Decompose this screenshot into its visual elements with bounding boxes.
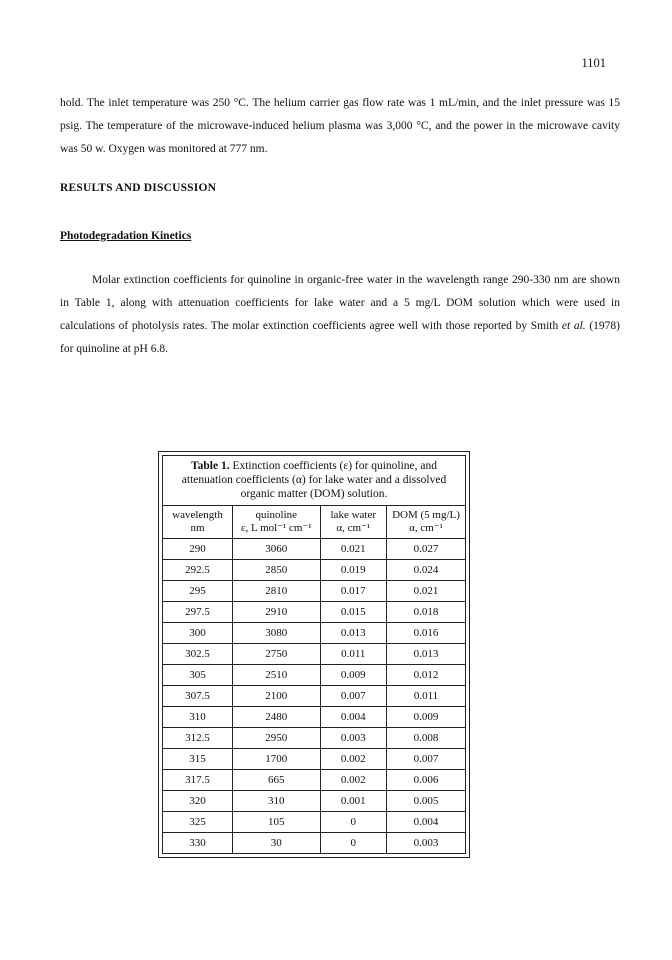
section-heading: RESULTS AND DISCUSSION <box>60 182 217 194</box>
table-row <box>163 581 465 602</box>
table-row <box>163 602 465 623</box>
table-cell: 0.021 <box>320 539 386 560</box>
table-cell: 325 <box>163 812 232 833</box>
table-cell: 290 <box>163 539 232 560</box>
table-row <box>163 728 465 749</box>
paragraph-italic-citation: et al. <box>561 320 586 332</box>
table-cell: 310 <box>163 707 232 728</box>
table-cell: 2910 <box>232 602 320 623</box>
extinction-coefficients-table <box>163 506 465 853</box>
table-row <box>163 560 465 581</box>
table-cell: 0.002 <box>320 770 386 791</box>
table-row <box>163 623 465 644</box>
table-cell: 2100 <box>232 686 320 707</box>
table-cell: 0 <box>320 812 386 833</box>
table-cell: 0.024 <box>386 560 465 581</box>
table-cell: 2510 <box>232 665 320 686</box>
table-cell: 312.5 <box>163 728 232 749</box>
table-cell: 0.005 <box>386 791 465 812</box>
table-cell: 320 <box>163 791 232 812</box>
table-cell: 0.004 <box>320 707 386 728</box>
table-cell: 3080 <box>232 623 320 644</box>
table-cell: 2950 <box>232 728 320 749</box>
table-cell: 0.011 <box>320 644 386 665</box>
table-cell: 0.006 <box>386 770 465 791</box>
table-cell: 665 <box>232 770 320 791</box>
table-cell: 0.001 <box>320 791 386 812</box>
table-cell: 0.003 <box>320 728 386 749</box>
header-lake-water: lake water α, cm⁻¹ <box>320 506 386 539</box>
paragraph-text-start: Molar extinction coefficients for quinoline in organic-free water in the wavelength range 290-330 nm are shown in Table 1, along with attenuation coefficients for lake water and a 5 mg/L DOM solution which were used in calculations of photolysis rates. The molar extinction coefficients agree well with those reported by Smith <box>60 274 620 332</box>
table-cell: 0.013 <box>386 644 465 665</box>
table-cell: 30 <box>232 833 320 854</box>
table-cell: 310 <box>232 791 320 812</box>
table-caption-text: Extinction coefficients (ε) for quinoline, and attenuation coefficients (α) for lake water and a dissolved organic matter (DOM) solution. <box>181 460 447 500</box>
table-cell: 0.018 <box>386 602 465 623</box>
table-inner-border <box>162 455 466 854</box>
table-cell: 2480 <box>232 707 320 728</box>
table-cell: 305 <box>163 665 232 686</box>
table-cell: 300 <box>163 623 232 644</box>
table-cell: 307.5 <box>163 686 232 707</box>
header-wavelength: wavelength nm <box>163 506 232 539</box>
table-cell: 292.5 <box>163 560 232 581</box>
table-row <box>163 707 465 728</box>
table-row <box>163 833 465 854</box>
table-1 <box>158 451 470 858</box>
table-caption-label: Table 1. <box>191 460 230 472</box>
table-row <box>163 749 465 770</box>
table-cell: 302.5 <box>163 644 232 665</box>
header-quinoline: quinoline ε, L mol⁻¹ cm⁻¹ <box>232 506 320 539</box>
header-dom: DOM (5 mg/L) α, cm⁻¹ <box>386 506 465 539</box>
table-row <box>163 686 465 707</box>
table-cell: 2750 <box>232 644 320 665</box>
table-cell: 330 <box>163 833 232 854</box>
page-number: 1101 <box>581 56 606 70</box>
table-cell: 0.016 <box>386 623 465 644</box>
table-cell: 0.021 <box>386 581 465 602</box>
table-cell: 0 <box>320 833 386 854</box>
table-cell: 0.004 <box>386 812 465 833</box>
table-cell: 2810 <box>232 581 320 602</box>
table-caption <box>163 456 465 506</box>
table-body <box>163 539 465 854</box>
table-row <box>163 770 465 791</box>
table-row <box>163 812 465 833</box>
table-cell: 0.012 <box>386 665 465 686</box>
table-cell: 0.015 <box>320 602 386 623</box>
subsection-heading: Photodegradation Kinetics <box>60 230 192 242</box>
paragraph-methods-continuation: hold. The inlet temperature was 250 °C. The helium carrier gas flow rate was 1 mL/min, and the inlet pressure was 15 psig. The temperature of the microwave-induced helium plasma was 3,000 °C, and the power in the microwave cavity was 50 w. Oxygen was monitored at 777 nm. <box>60 97 620 155</box>
table-cell: 0.009 <box>320 665 386 686</box>
table-row <box>163 539 465 560</box>
table-cell: 315 <box>163 749 232 770</box>
table-cell: 3060 <box>232 539 320 560</box>
paragraph-text-end: (1978) for quinoline at pH 6.8. <box>60 320 620 355</box>
table-cell: 0.009 <box>386 707 465 728</box>
table-cell: 1700 <box>232 749 320 770</box>
table-cell: 0.017 <box>320 581 386 602</box>
table-cell: 0.007 <box>320 686 386 707</box>
table-cell: 0.013 <box>320 623 386 644</box>
table-cell: 0.002 <box>320 749 386 770</box>
table-row <box>163 644 465 665</box>
table-cell: 2850 <box>232 560 320 581</box>
table-row <box>163 665 465 686</box>
table-row <box>163 791 465 812</box>
table-cell: 0.027 <box>386 539 465 560</box>
table-cell: 297.5 <box>163 602 232 623</box>
table-cell: 295 <box>163 581 232 602</box>
table-cell: 0.007 <box>386 749 465 770</box>
table-header-row <box>163 506 465 539</box>
paragraph-extinction-coefficients <box>60 269 620 361</box>
table-cell: 317.5 <box>163 770 232 791</box>
table-cell: 0.019 <box>320 560 386 581</box>
table-cell: 0.003 <box>386 833 465 854</box>
table-cell: 105 <box>232 812 320 833</box>
table-cell: 0.011 <box>386 686 465 707</box>
table-cell: 0.008 <box>386 728 465 749</box>
